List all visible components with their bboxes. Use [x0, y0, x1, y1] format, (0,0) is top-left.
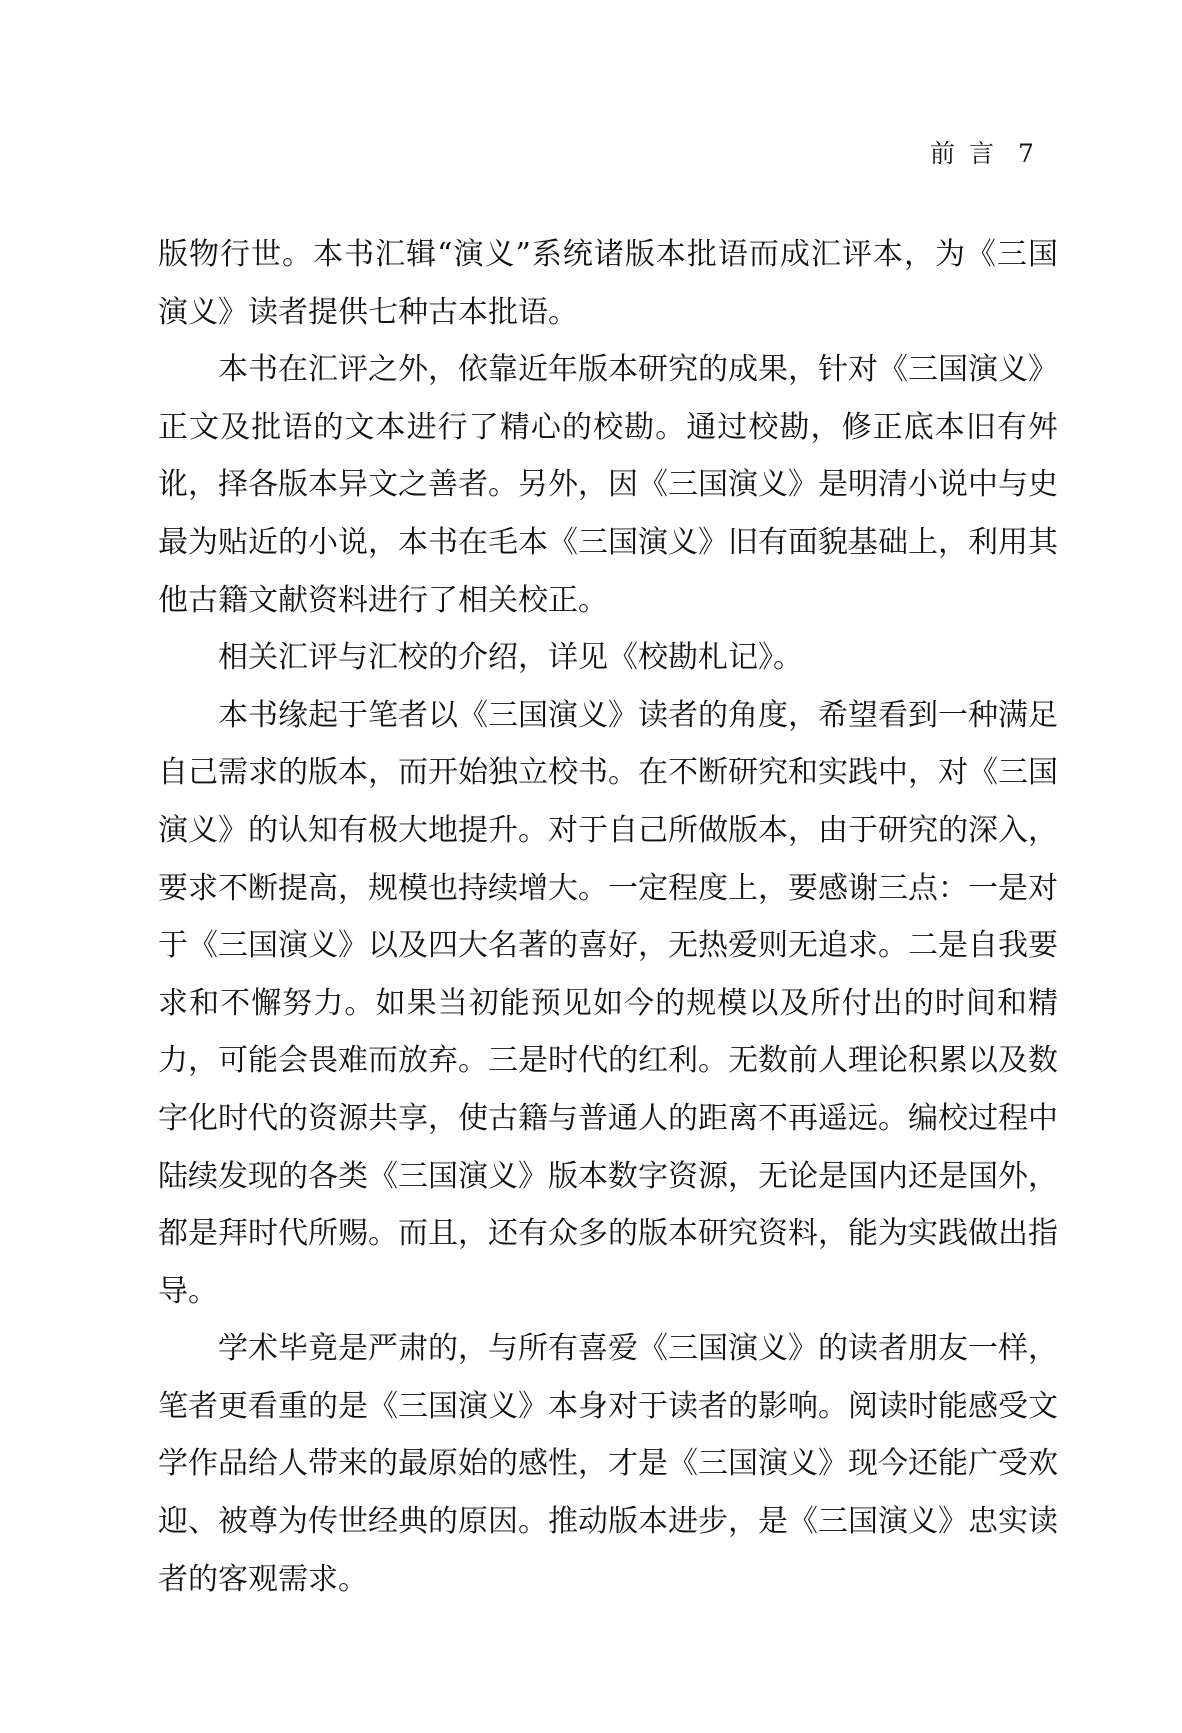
- body-text: [158, 226, 1058, 1608]
- paragraph-reference: 相关汇评与汇校的介绍，详见《校勘札记》。: [218, 640, 803, 676]
- page-number: 7: [1018, 139, 1034, 168]
- paragraph-origin: 本书缘起于笔者以《三国演义》读者的角度，希望看到一种满足自己需求的版本，而开始独立校书。在不断研究和实践中，对《三国演义》的认知有极大地提升。对于自己所做版本，由于研究的深入，要求不断提高，规模也持续增大。一定程度上，要感谢三点：一是对于《三国演义》以及四大名著的喜好，无热爱则无追求。二是自我要求和不懈努力。如果当初能预见如今的规模以及所付出的时间和精力，可能会畏难而放弃。三是时代的红利。无数前人理论积累以及数字化时代的资源共享，使古籍与普通人的距离不再遥远。编校过程中陆续发现的各类《三国演义》版本数字资源，无论是国内还是国外，都是拜时代所赐。而且，还有众多的版本研究资料，能为实践做出指导。: [158, 697, 1058, 1309]
- paragraph-conclusion: 学术毕竟是严肃的，与所有喜爱《三国演义》的读者朋友一样，笔者更看重的是《三国演义》本身对于读者的影响。阅读时能感受文学作品给人带来的最原始的感性，才是《三国演义》现今还能广受欢迎、被尊为传世经典的原因。推动版本进步，是《三国演义》忠实读者的客观需求。: [158, 1331, 1058, 1597]
- running-header: [930, 134, 1060, 174]
- paragraph-collation: 本书在汇评之外，依靠近年版本研究的成果，针对《三国演义》正文及批语的文本进行了精心的校勘。通过校勘，修正底本旧有舛讹，择各版本异文之善者。另外，因《三国演义》是明清小说中与史最为贴近的小说，本书在毛本《三国演义》旧有面貌基础上，利用其他古籍文献资料进行了相关校正。: [158, 352, 1058, 618]
- header-title: 前言: [930, 139, 1009, 168]
- paragraph-continuation: 版物行世。本书汇辑“演义”系统诸版本批语而成汇评本，为《三国演义》读者提供七种古本批语。: [158, 237, 1058, 330]
